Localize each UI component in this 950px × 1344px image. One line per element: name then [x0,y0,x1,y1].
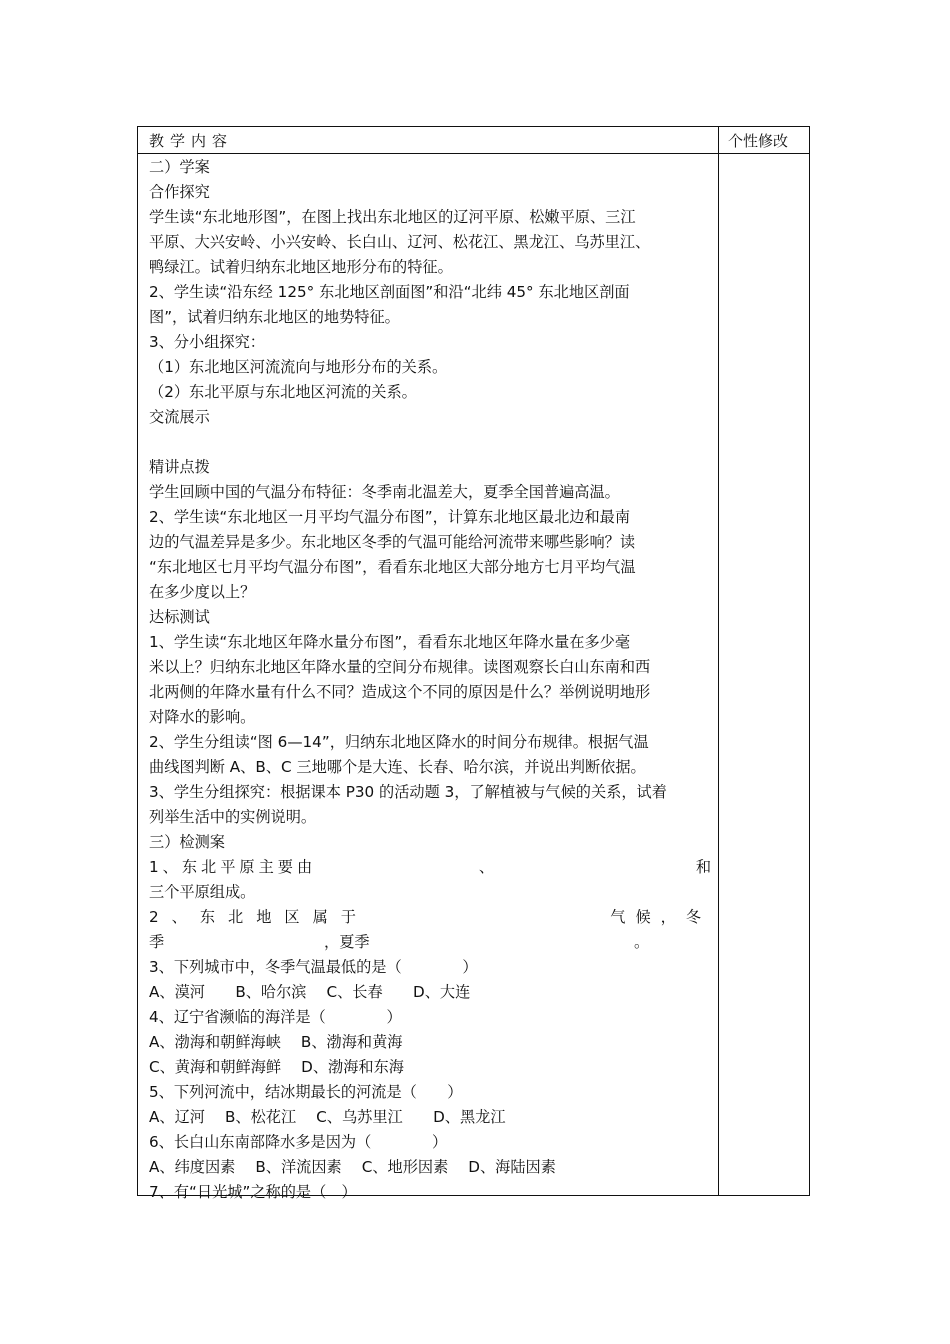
content-column-header: 教学内容 [149,132,234,150]
question-2-cont [149,930,711,955]
text-line: 2、学生读“沿东经 125° 东北地区剖面图”和沿“北纬 45° 东北地区剖面 [149,283,630,301]
q2-climate: 气候，冬 [610,908,711,926]
text-line: 鸭绿江。试着归纳东北地区地形分布的特征。 [149,258,453,276]
text-line: 在多少度以上？ [149,583,256,601]
text-line: 北两侧的年降水量有什么不同？造成这个不同的原因是什么？举例说明地形 [149,683,651,701]
text-line: 3、学生分组探究：根据课本 P30 的活动题 3，了解植被与气候的关系，试着 [149,783,667,801]
column-divider [718,127,719,1195]
question-4-options: A、渤海和朝鲜海峡 B、渤海和黄海 [149,1033,403,1051]
question-6-options: A、纬度因素 B、洋流因素 C、地形因素 D、海陆因素 [149,1158,556,1176]
q1-and: 和 [695,858,711,876]
question-5-options: A、辽河 B、松花江 C、乌苏里江 D、黑龙江 [149,1108,506,1126]
q1-stem: 1、东北平原主要由 [149,858,317,876]
text-line: 1、学生读“东北地区年降水量分布图”，看看东北地区年降水量在多少毫 [149,633,631,651]
question-4-options: C、黄海和朝鲜海鲜 D、渤海和东海 [149,1058,404,1076]
question-1-cont: 三个平原组成。 [149,883,256,901]
text-line: 米以上？归纳东北地区年降水量的空间分布规律。读图观察长白山东南和西 [149,658,651,676]
question-5: 5、下列河流中，结冰期最长的河流是（ ） [149,1083,463,1101]
subheading: 交流展示 [149,408,210,426]
header-divider [138,153,809,154]
text-line: 2、学生分组读“图 6—14”，归纳东北地区降水的时间分布规律。根据气温 [149,733,649,751]
question-3-options: A、漠河 B、哈尔滨 C、长春 D、大连 [149,983,471,1001]
section-heading: 二）学案 [149,158,210,176]
modify-column-header: 个性修改 [728,132,789,150]
question-4: 4、辽宁省濒临的海洋是（ ） [149,1008,402,1026]
text-line: 曲线图判断 A、B、C 三地哪个是大连、长春、哈尔滨，并说出判断依据。 [149,758,646,776]
q2-end: 。 [634,933,650,951]
text-line: 2、学生读“东北地区一月平均气温分布图”，计算东北地区最北边和最南 [149,508,631,526]
question-1 [149,855,711,880]
text-line: 图”，试着归纳东北地区的地势特征。 [149,308,400,326]
text-line: 学生读“东北地形图”，在图上找出东北地区的辽河平原、松嫩平原、三江 [149,208,636,226]
text-line: 平原、大兴安岭、小兴安岭、长白山、辽河、松花江、黑龙江、乌苏里江、 [149,233,651,251]
blank-line [149,430,711,455]
content-cell [149,155,711,1205]
text-line: 3、分小组探究： [149,333,265,351]
subheading: 精讲点拨 [149,458,210,476]
question-7: 7、有“日光城”之称的是（ ） [149,1183,357,1201]
q2-winter: 季 [149,933,165,951]
subheading: 合作探究 [149,183,210,201]
q2-stem: 2、东北地区属于 [149,908,369,926]
section-heading: 三）检测案 [149,833,225,851]
text-line: （2）东北平原与东北地区河流的关系。 [149,383,417,401]
text-line: 边的气温差异是多少。东北地区冬季的气温可能给河流带来哪些影响？读 [149,533,635,551]
question-6: 6、长白山东南部降水多是因为（ ） [149,1133,448,1151]
text-line: 对降水的影响。 [149,708,256,726]
lesson-table [137,126,810,1201]
question-3: 3、下列城市中，冬季气温最低的是（ ） [149,958,478,976]
subheading: 达标测试 [149,608,210,626]
text-line: （1）东北地区河流流向与地形分布的关系。 [149,358,448,376]
question-2 [149,905,711,930]
q1-blank-sep: 、 [478,858,494,876]
text-line: 列举生活中的实例说明。 [149,808,317,826]
q2-summer: ，夏季 [324,933,370,951]
text-line: “东北地区七月平均气温分布图”，看看东北地区大部分地方七月平均气温 [149,558,636,576]
text-line: 学生回顾中国的气温分布特征：冬季南北温差大，夏季全国普遍高温。 [149,483,620,501]
